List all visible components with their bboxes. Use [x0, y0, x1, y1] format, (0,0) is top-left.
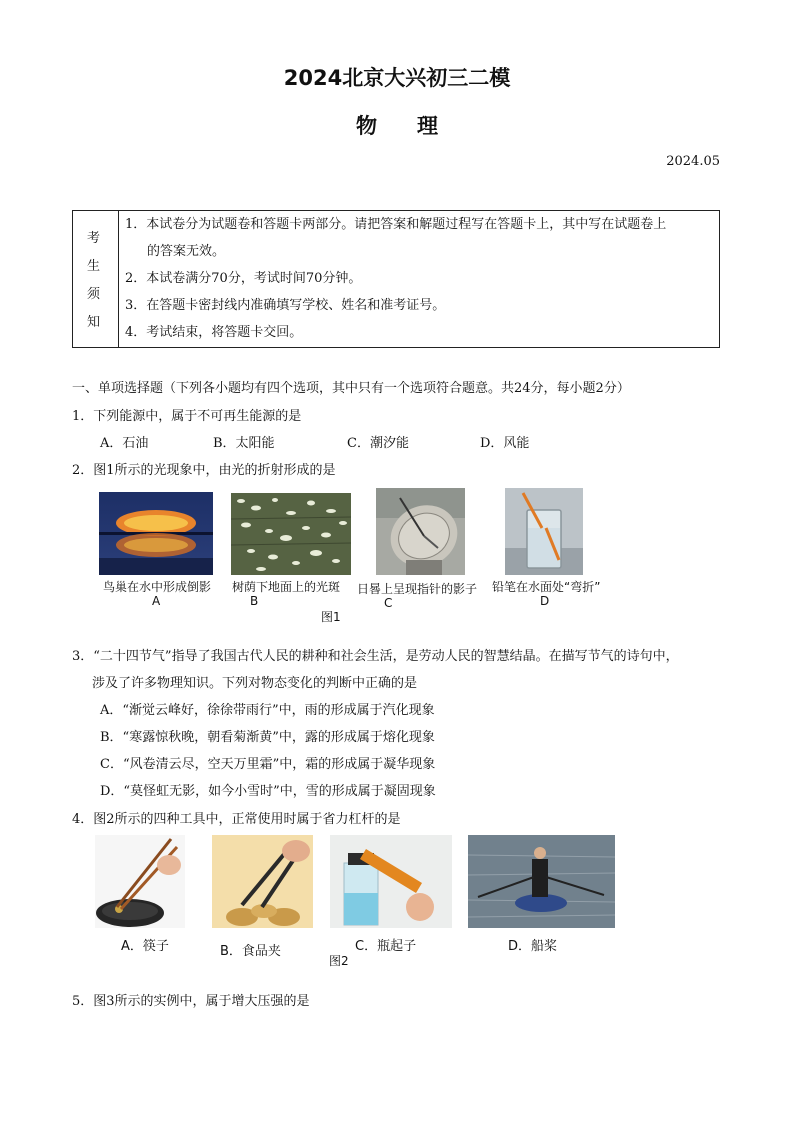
q3-stem: 3．“二十四节气”指导了我国古代人民的耕种和社会生活，是劳动人民的智慧结晶。在描写节气的诗句中，	[72, 649, 679, 664]
notice-item: 2．本试卷满分70分，考试时间70分钟。	[125, 271, 362, 286]
q2-letter-a: A	[152, 594, 161, 608]
tree-shade-photo	[231, 493, 351, 575]
q2-caption-c: 日晷上呈现指针的影子	[357, 582, 478, 596]
q4-caption-c: C．瓶起子	[355, 939, 417, 954]
q5-stem: 5．图3所示的实例中，属于增大压强的是	[72, 994, 310, 1009]
food-tongs-photo	[212, 835, 313, 928]
notice-label-char: 知	[87, 315, 101, 330]
notice-label	[73, 211, 119, 347]
q4-stem: 4．图2所示的四种工具中，正常使用时属于省力杠杆的是	[72, 812, 401, 827]
q1-stem: 1．下列能源中，属于不可再生能源的是	[72, 409, 302, 424]
figure-2-label: 图2	[329, 954, 349, 968]
exam-title: 2024北京大兴初三二模	[283, 66, 511, 90]
figure-1-label: 图1	[321, 610, 341, 624]
q2-letter-d: D	[540, 594, 550, 608]
notice-body	[125, 211, 711, 346]
q4-caption-b: B．食品夹	[220, 944, 281, 959]
notice-label-char: 须	[87, 287, 101, 302]
q3-stem-cont: 涉及了许多物理知识。下列对物态变化的判断中正确的是	[92, 676, 418, 691]
q1-option-a: A．石油	[100, 436, 149, 451]
q2-caption-b: 树荫下地面上的光斑	[232, 580, 341, 594]
q4-caption-d: D．船桨	[508, 939, 558, 954]
q1-option-b: B．太阳能	[213, 436, 275, 451]
q4-caption-a: A．筷子	[121, 939, 169, 954]
q2-letter-b: B	[250, 594, 259, 608]
q3-option-a: A．“渐觉云峰好，徐徐带雨行”中，雨的形成属于汽化现象	[100, 703, 435, 718]
notice-item: 的答案无效。	[147, 244, 226, 259]
q3-option-b: B．“寒露惊秋晚，朝看菊渐黄”中，露的形成属于熔化现象	[100, 730, 435, 745]
chopsticks-photo	[95, 835, 185, 928]
sundial-photo	[376, 488, 465, 575]
exam-date: 2024.05	[666, 154, 720, 169]
subject-title: 物理	[356, 114, 478, 138]
q3-option-d: D．“莫怪虹无影，如今小雪时”中，雪的形成属于凝固现象	[100, 784, 436, 799]
q1-option-d: D．风能	[480, 436, 530, 451]
section-heading: 一、单项选择题（下列各小题均有四个选项，其中只有一个选项符合题意。共24分，每小题2分）	[72, 381, 630, 396]
pencil-in-water-photo	[505, 488, 583, 575]
notice-item: 1．本试卷分为试题卷和答题卡两部分。请把答案和解题过程写在答题卡上，其中写在试题卷上	[125, 217, 667, 232]
notice-item: 4．考试结束，将答题卡交回。	[125, 325, 303, 340]
notice-label-char: 生	[87, 259, 101, 274]
notice-box	[72, 210, 720, 348]
notice-item: 3．在答题卡密封线内准确填写学校、姓名和准考证号。	[125, 298, 446, 313]
q2-caption-a: 鸟巢在水中形成倒影	[103, 580, 212, 594]
q2-letter-c: C	[384, 596, 393, 610]
bottle-opener-photo	[330, 835, 452, 928]
notice-label-char: 考	[87, 231, 101, 246]
q2-caption-d: 铅笔在水面处“弯折”	[492, 580, 601, 594]
q3-option-c: C．“风卷清云尽，空天万里霜”中，霜的形成属于凝华现象	[100, 757, 436, 772]
q2-stem: 2．图1所示的光现象中，由光的折射形成的是	[72, 463, 336, 478]
boat-oar-photo	[468, 835, 615, 928]
q1-option-c: C．潮汐能	[347, 436, 409, 451]
birds-nest-photo	[99, 492, 213, 575]
